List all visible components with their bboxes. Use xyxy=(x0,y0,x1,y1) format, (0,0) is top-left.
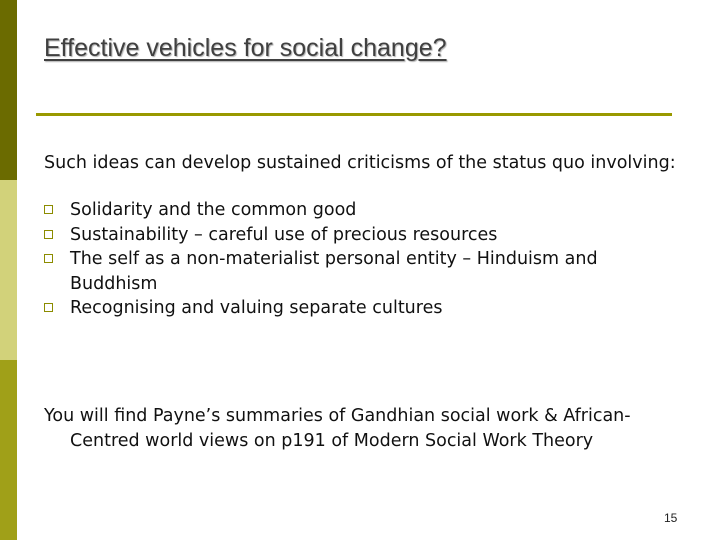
sidebar-band-middle xyxy=(0,180,17,360)
sidebar-band-bottom xyxy=(0,360,17,540)
square-bullet-icon xyxy=(44,303,53,312)
bullet-text: Sustainability – careful use of precious resources xyxy=(70,224,498,245)
page-number: 15 xyxy=(664,511,678,525)
bullet-text: Solidarity and the common good xyxy=(70,200,357,220)
slide-title: Effective vehicles for social change? xyxy=(44,34,447,62)
bullet-item xyxy=(44,198,684,223)
bullet-list xyxy=(44,198,684,321)
square-bullet-icon xyxy=(44,230,53,239)
intro-paragraph: Such ideas can develop sustained criticisms of the status quo involving: xyxy=(44,153,676,173)
bullet-text: Recognising and valuing separate cultures xyxy=(70,298,443,318)
bullet-item xyxy=(44,296,684,321)
note-paragraph: You will find Payne’s summaries of Gandhian social work & African- Centred world views on p191 of Modern Social Work Theory xyxy=(44,406,631,451)
bullet-item xyxy=(44,247,684,296)
title-divider xyxy=(36,113,672,116)
square-bullet-icon xyxy=(44,205,53,214)
sidebar-band-top xyxy=(0,0,17,180)
note-text xyxy=(44,404,684,453)
bullet-item xyxy=(44,223,684,248)
square-bullet-icon xyxy=(44,254,53,263)
bullet-text: The self as a non-materialist personal entity – Hinduism and Buddhism xyxy=(70,249,598,294)
intro-text xyxy=(44,151,684,176)
